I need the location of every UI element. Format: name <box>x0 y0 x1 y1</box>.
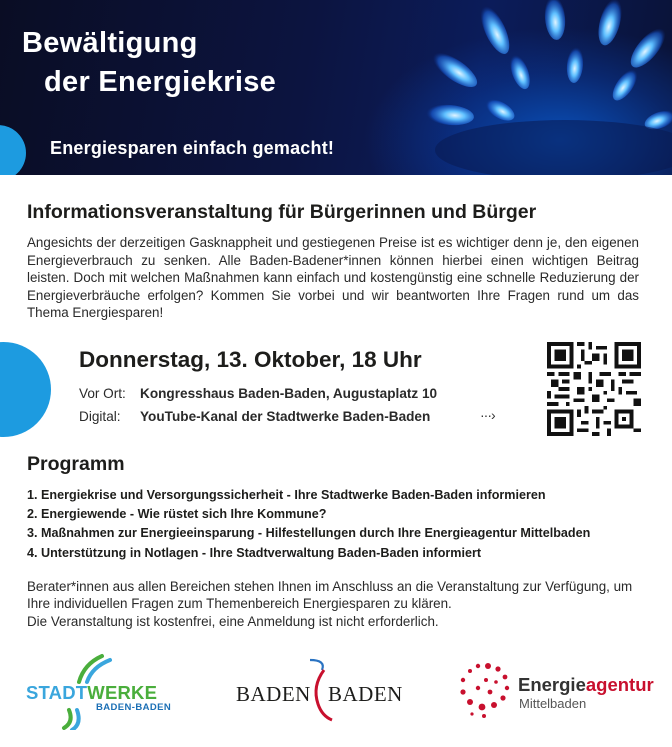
location-row <box>79 386 437 401</box>
hero-title-line2: der Energiekrise <box>44 66 277 98</box>
digital-row[interactable] <box>79 409 430 424</box>
closing-line2: Die Veranstaltung ist kostenfrei, eine Anmeldung ist nicht erforderlich. <box>27 613 439 629</box>
energieagentur-wordmark: Energieagentur <box>518 674 654 695</box>
baden-left: BADEN <box>236 682 311 706</box>
energieagentur-dots-icon <box>458 660 514 724</box>
hero-banner <box>0 0 672 175</box>
hero-subtitle: Energiesparen einfach gemacht! <box>50 138 335 158</box>
hero-title <box>22 24 276 102</box>
programm-item: 2. Energiewende - Wie rüstet sich Ihre Kommune? <box>27 507 327 522</box>
info-heading: Informationsveranstaltung für Bürgerinnen und Bürger <box>27 201 537 223</box>
location-value: Kongresshaus Baden-Baden, Augustaplatz 10 <box>140 386 438 401</box>
accent-circle <box>0 342 51 437</box>
arrow-icon: ···› <box>480 407 495 423</box>
energieagentur-sub: Mittelbaden <box>519 696 587 711</box>
programm-item: 3. Maßnahmen zur Energieeinsparung - Hilfestellungen durch Ihre Energieagentur Mittelbaden <box>27 526 591 541</box>
location-label: Vor Ort: <box>79 386 126 401</box>
stadtwerke-logo[interactable] <box>24 652 174 730</box>
stadtwerke-wordmark: STADTWERKE <box>26 682 158 703</box>
youtube-link[interactable]: YouTube-Kanal der Stadtwerke Baden-Baden <box>140 409 431 424</box>
digital-label: Digital: <box>79 409 121 424</box>
baden-right: BADEN <box>328 682 403 706</box>
qr-code[interactable] <box>547 342 641 436</box>
programm-item: 4. Unterstützung in Notlagen - Ihre Stadtverwaltung Baden-Baden informiert <box>27 545 482 560</box>
event-date: Donnerstag, 13. Oktober, 18 Uhr <box>79 347 422 372</box>
intro-paragraph: Angesichts der derzeitigen Gasknappheit und gestiegenen Preise ist es wichtiger denn je, den eigenen Energieverbrauch zu senken. Alle Baden-Badener*innen können hierbei einen wichtigen Beitrag leisten. Doch mit welchen Maßnahmen kann einfach und kostengünstig eine schnelle Reduzierung der Energieverbräuche erfolgen? Kommen Sie vorbei und wir beantworten Ihre Fragen rund um das Thema Energiesparen! <box>27 235 639 321</box>
energieagentur-logo[interactable] <box>458 660 653 724</box>
programm-list <box>27 486 590 563</box>
closing-text <box>27 578 647 630</box>
hero-title-line1: Bewältigung <box>22 27 198 59</box>
closing-line1: Berater*innen aus allen Bereichen stehen Ihnen im Anschluss an die Veranstaltung zur Verfügung, um Ihre individuellen Fragen zum Themenbereich Energiesparen zu klären. <box>27 579 633 612</box>
programm-item: 1. Energiekrise und Versorgungssicherheit - Ihre Stadtwerke Baden-Baden informieren <box>27 488 546 502</box>
programm-heading: Programm <box>27 453 125 475</box>
baden-baden-logo[interactable] <box>236 656 403 726</box>
stadtwerke-sub: BADEN-BADEN <box>96 702 172 713</box>
